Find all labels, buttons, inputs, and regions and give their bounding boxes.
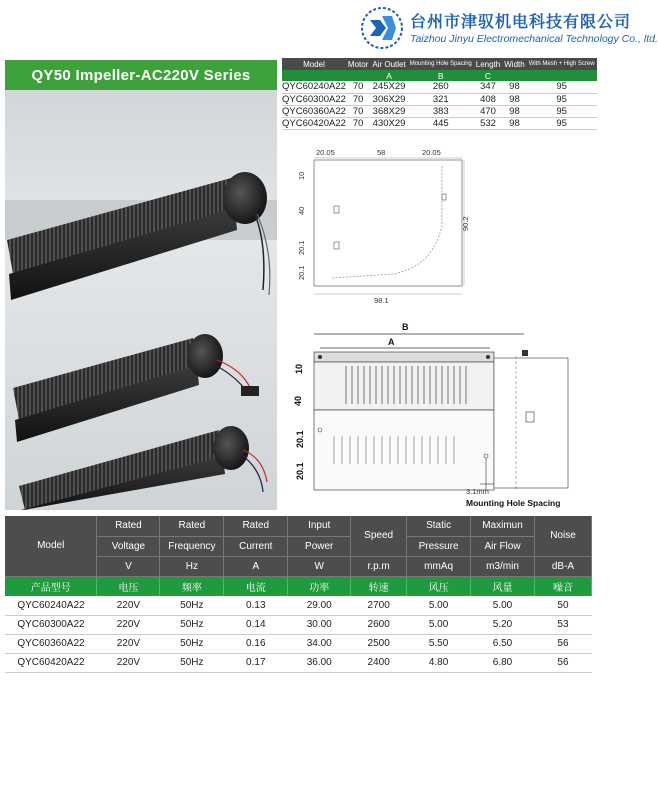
cn-header-cell: 电压 xyxy=(97,576,160,596)
header-cell: Frequency xyxy=(160,536,224,556)
spec-cell: 470 xyxy=(474,105,502,117)
dim-label: 20.1 xyxy=(295,462,305,480)
cn-header-cell: 功率 xyxy=(288,576,351,596)
cell: 5.00 xyxy=(407,596,471,615)
header-cell: Rated xyxy=(224,516,288,536)
dim-label: 20.1 xyxy=(297,240,306,255)
series-banner: QY50 Impeller-AC220V Series xyxy=(5,60,277,90)
spec-cell: 408 xyxy=(474,93,502,105)
dim-label: 10 xyxy=(297,171,306,180)
cn-header-cell: 风量 xyxy=(471,576,535,596)
table-row xyxy=(282,93,597,105)
dim-label-a: A xyxy=(388,337,395,347)
cell: 6.50 xyxy=(471,634,535,653)
cell: 0.13 xyxy=(224,596,288,615)
unit-cell: m3/min xyxy=(471,556,535,576)
table-row xyxy=(282,81,597,93)
cell: 5.50 xyxy=(407,634,471,653)
spec-cell: 70 xyxy=(346,93,370,105)
cell: 50Hz xyxy=(160,615,224,634)
table-row xyxy=(5,634,592,653)
spec-cell: QYC60240A22 xyxy=(282,81,346,93)
cell: 50Hz xyxy=(160,634,224,653)
cell: 30.00 xyxy=(288,615,351,634)
cell: 6.80 xyxy=(471,653,535,672)
dim-label: 10 xyxy=(294,363,304,374)
spec-header-cell: Mounting Hole Spacing xyxy=(408,58,474,70)
cell: QYC60360A22 xyxy=(5,634,97,653)
cell: 36.00 xyxy=(288,653,351,672)
page-header xyxy=(0,0,658,56)
spec-cell: 445 xyxy=(408,117,474,129)
cn-header-cell: 转速 xyxy=(351,576,407,596)
header-cell: Rated xyxy=(160,516,224,536)
spec-cell: 95 xyxy=(527,93,597,105)
cell: QYC60300A22 xyxy=(5,615,97,634)
unit-cell: V xyxy=(97,556,160,576)
header-cell: Rated xyxy=(97,516,160,536)
cell: 2400 xyxy=(351,653,407,672)
cell: 2700 xyxy=(351,596,407,615)
cn-header-cell: 电流 xyxy=(224,576,288,596)
cell: QYC60420A22 xyxy=(5,653,97,672)
spec-cell: 430X29 xyxy=(370,117,407,129)
spec-cell: QYC60360A22 xyxy=(282,105,346,117)
dim-label: 40 xyxy=(297,206,306,215)
table-row xyxy=(282,105,597,117)
spec-cell: QYC60300A22 xyxy=(282,93,346,105)
cell: 0.17 xyxy=(224,653,288,672)
front-view-drawing xyxy=(290,318,590,514)
cell: 5.00 xyxy=(471,596,535,615)
cell: 34.00 xyxy=(288,634,351,653)
dim-label: 20.05 xyxy=(316,148,335,157)
cell: 5.20 xyxy=(471,615,535,634)
spec-cell: 98 xyxy=(502,93,526,105)
header-cell: Air Flow xyxy=(471,536,535,556)
cell: 220V xyxy=(97,615,160,634)
table-row xyxy=(5,653,592,672)
unit-cell: r.p.m xyxy=(351,556,407,576)
spec-header-cell: Length xyxy=(475,59,501,69)
header-model: Model xyxy=(5,516,97,576)
spec-cell: 532 xyxy=(474,117,502,129)
spec-cell: 383 xyxy=(408,105,474,117)
cell: 50Hz xyxy=(160,596,224,615)
cell: 2600 xyxy=(351,615,407,634)
dim-label: 98.1 xyxy=(374,296,389,305)
dim-label: 40 xyxy=(293,395,303,406)
dim-label: 90.2 xyxy=(461,216,470,231)
unit-cell: mmAq xyxy=(407,556,471,576)
dim-label: 3.1mm xyxy=(466,487,489,496)
header-speed: Speed xyxy=(351,516,407,556)
spec-cell: 306X29 xyxy=(370,93,407,105)
cell: 2500 xyxy=(351,634,407,653)
side-view-drawing xyxy=(292,146,472,306)
dim-label: 58 xyxy=(377,148,386,157)
product-photo-panel xyxy=(5,60,277,510)
unit-cell: A xyxy=(224,556,288,576)
dim-label-b: B xyxy=(402,322,409,332)
company-name-cn: 台州市津驭机电科技有限公司 xyxy=(410,12,632,31)
cell: 50Hz xyxy=(160,653,224,672)
cell: 56 xyxy=(534,634,591,653)
spec-subheader-cell xyxy=(346,70,370,81)
header-cell: Input xyxy=(288,516,351,536)
header-cell: Current xyxy=(224,536,288,556)
spec-subheader-cell xyxy=(282,70,346,81)
spec-cell: 321 xyxy=(408,93,474,105)
table-row xyxy=(5,615,592,634)
spec-cell: 245X29 xyxy=(370,81,407,93)
spec-header-cell: With Mesh + High Screw xyxy=(527,58,597,70)
spec-cell: 98 xyxy=(502,117,526,129)
table-row xyxy=(282,117,597,129)
dim-label: 20.05 xyxy=(422,148,441,157)
spec-cell: 347 xyxy=(474,81,502,93)
spec-header-cell: Motor xyxy=(347,59,369,69)
header-cell: Static xyxy=(407,516,471,536)
cell: 0.16 xyxy=(224,634,288,653)
header-cell: Pressure xyxy=(407,536,471,556)
spec-subheader-cell xyxy=(527,70,597,81)
header-cell: Power xyxy=(288,536,351,556)
spec-subheader-cell: B xyxy=(408,70,474,81)
spec-cell: 70 xyxy=(346,81,370,93)
cell: 4.80 xyxy=(407,653,471,672)
cell: 53 xyxy=(534,615,591,634)
unit-cell: Hz xyxy=(160,556,224,576)
fan-unit-3 xyxy=(19,426,267,510)
cell: 56 xyxy=(534,653,591,672)
spec-cell: 98 xyxy=(502,105,526,117)
spec-header-cell: Width xyxy=(504,59,525,69)
cell: 220V xyxy=(97,634,160,653)
spec-cell: 70 xyxy=(346,105,370,117)
spec-cell: QYC60420A22 xyxy=(282,117,346,129)
spec-subheader-cell: C xyxy=(474,70,502,81)
spec-cell: 260 xyxy=(408,81,474,93)
cn-header-cell: 频率 xyxy=(160,576,224,596)
unit-cell: W xyxy=(288,556,351,576)
dim-label: 20.1 xyxy=(295,430,305,448)
header-noise: Noise xyxy=(534,516,591,556)
dim-label: 20.1 xyxy=(297,265,306,280)
cell: 0.14 xyxy=(224,615,288,634)
spec-header-cell: Model xyxy=(282,58,346,70)
spec-cell: 95 xyxy=(527,81,597,93)
header-cell: Maximun xyxy=(471,516,535,536)
fan-unit-2 xyxy=(13,334,259,442)
spec-subheader-cell: A xyxy=(370,70,407,81)
cell: 220V xyxy=(97,653,160,672)
cell: 5.00 xyxy=(407,615,471,634)
spec-cell: 368X29 xyxy=(370,105,407,117)
cell: 220V xyxy=(97,596,160,615)
mounting-hole-caption: Mounting Hole Spacing xyxy=(466,498,561,508)
cell: QYC60240A22 xyxy=(5,596,97,615)
spec-cell: 70 xyxy=(346,117,370,129)
dimension-spec-table xyxy=(282,58,597,130)
spec-cell: 95 xyxy=(527,105,597,117)
cn-header-cell: 风压 xyxy=(407,576,471,596)
company-logo-icon xyxy=(360,6,404,50)
unit-cell: dB-A xyxy=(534,556,591,576)
cell: 29.00 xyxy=(288,596,351,615)
crossflow-fan-illustration xyxy=(5,90,277,510)
table-row xyxy=(5,596,592,615)
cn-header-cell: 产品型号 xyxy=(5,576,97,596)
spec-cell: 98 xyxy=(502,81,526,93)
spec-header-cell: Air Outlet xyxy=(372,59,406,69)
performance-table xyxy=(5,516,592,673)
spec-subheader-cell xyxy=(502,70,526,81)
header-cell: Voltage xyxy=(97,536,160,556)
cn-header-cell: 噪音 xyxy=(534,576,591,596)
company-name-en: Taizhou Jinyu Electromechanical Technology Co., ltd. xyxy=(410,33,658,45)
spec-cell: 95 xyxy=(527,117,597,129)
cell: 50 xyxy=(534,596,591,615)
